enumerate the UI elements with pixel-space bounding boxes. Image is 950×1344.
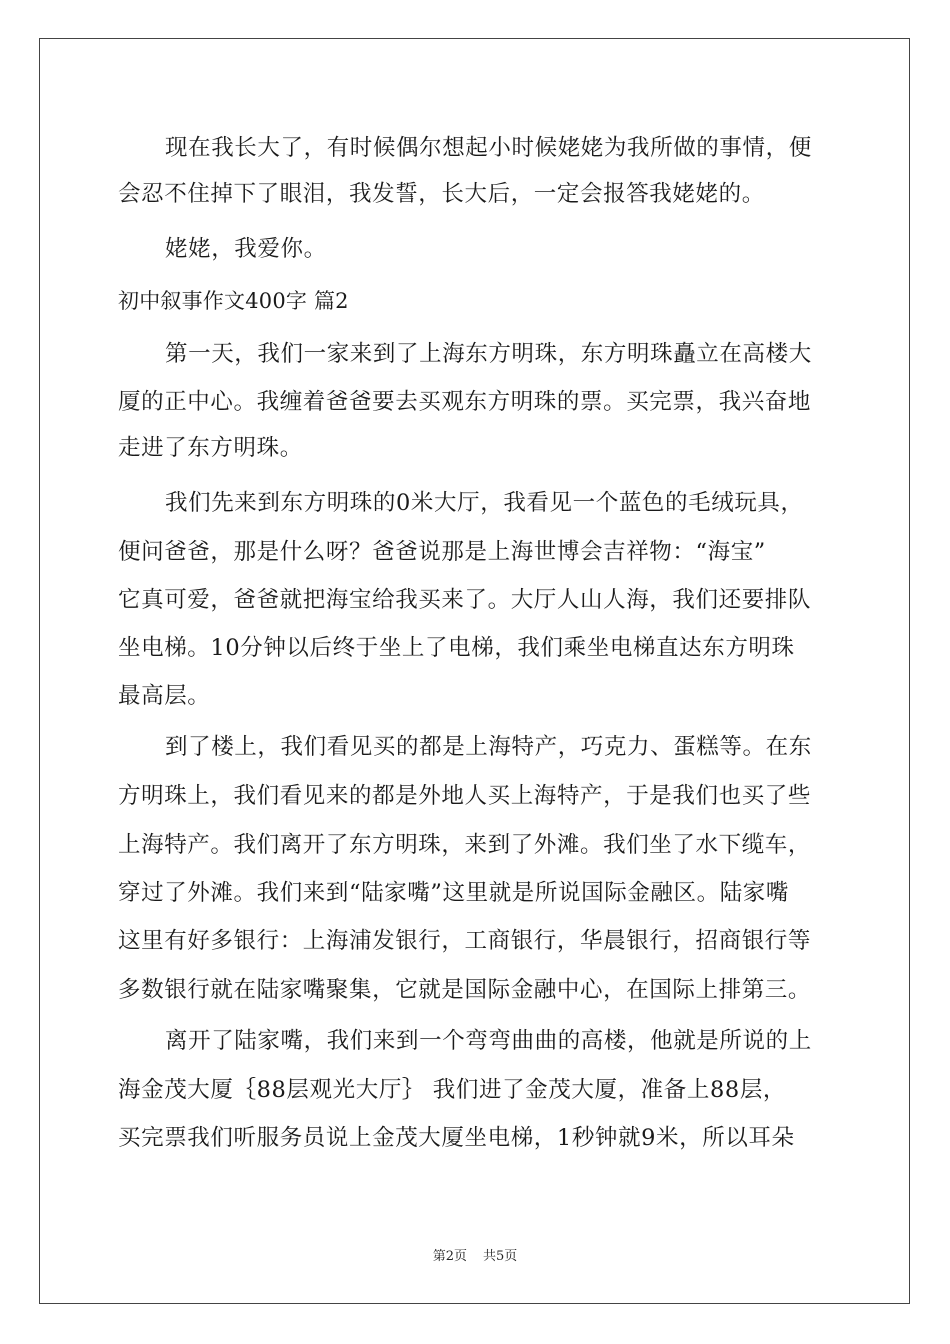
text-line: 海金茂大厦｛88层观光大厅｝ 我们进了金茂大厦，准备上88层， — [118, 1077, 787, 1103]
text-line: 离开了陆家嘴，我们来到一个弯弯曲曲的高楼，他就是所说的上 — [165, 1028, 812, 1054]
text-line: 上海特产。我们离开了东方明珠，来到了外滩。我们坐了水下缆车， — [118, 832, 812, 858]
text-line: 现在我长大了，有时候偶尔想起小时候姥姥为我所做的事情，便 — [165, 135, 812, 161]
text-line: 走进了东方明珠。 — [118, 435, 303, 461]
text-line: 便问爸爸，那是什么呀？爸爸说那是上海世博会吉祥物：“海宝” — [118, 539, 766, 565]
page-total: 共5页 — [483, 1249, 518, 1264]
text-line: 这里有好多银行：上海浦发银行，工商银行，华晨银行，招商银行等 — [118, 928, 812, 954]
text-line: 买完票我们听服务员说上金茂大厦坐电梯，1秒钟就9米，所以耳朵 — [118, 1125, 795, 1151]
text-line: 到了楼上，我们看见买的都是上海特产，巧克力、蛋糕等。在东 — [165, 734, 812, 760]
page-footer — [0, 1245, 950, 1264]
page-number: 第2页 — [432, 1249, 467, 1264]
text-line: 会忍不住掉下了眼泪，我发誓，长大后，一定会报答我姥姥的。 — [118, 181, 765, 207]
text-line: 厦的正中心。我缠着爸爸要去买观东方明珠的票。买完票，我兴奋地 — [118, 389, 812, 415]
text-line: 多数银行就在陆家嘴聚集，它就是国际金融中心，在国际上排第三。 — [118, 977, 812, 1003]
text-line: 坐电梯。10分钟以后终于坐上了电梯，我们乘坐电梯直达东方明珠 — [118, 635, 795, 661]
text-line: 它真可爱，爸爸就把海宝给我买来了。大厅人山人海，我们还要排队 — [118, 587, 812, 613]
text-line: 最高层。 — [118, 683, 211, 709]
section-heading: 初中叙事作文400字 篇2 — [118, 289, 349, 313]
text-line: 我们先来到东方明珠的0米大厅，我看见一个蓝色的毛绒玩具， — [165, 490, 804, 516]
text-line: 方明珠上，我们看见来的都是外地人买上海特产，于是我们也买了些 — [118, 783, 812, 809]
text-line: 穿过了外滩。我们来到“陆家嘴”这里就是所说国际金融区。陆家嘴 — [118, 880, 790, 906]
text-line: 姥姥，我爱你。 — [165, 236, 327, 262]
text-line: 第一天，我们一家来到了上海东方明珠，东方明珠矗立在高楼大 — [165, 341, 812, 367]
page-border — [39, 38, 910, 1304]
